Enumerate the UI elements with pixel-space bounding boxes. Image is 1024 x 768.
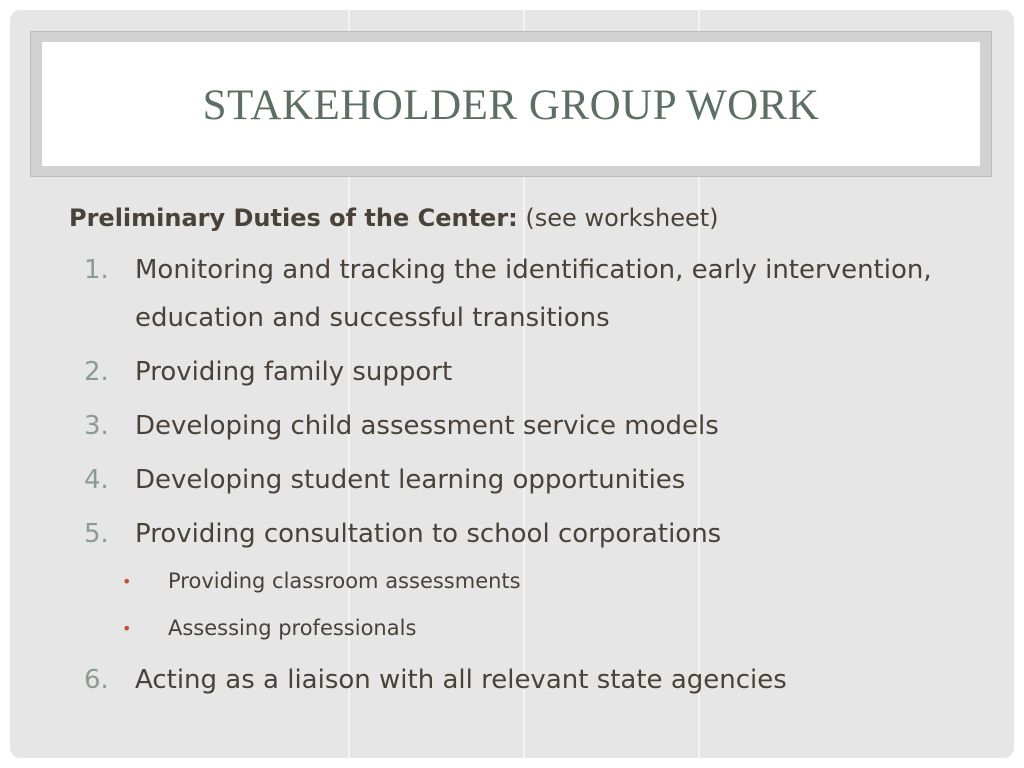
list-item	[69, 246, 969, 342]
list-item-text: Developing student learning opportunities	[135, 465, 686, 495]
title-box	[42, 42, 980, 166]
list-item	[69, 510, 969, 558]
list-item-text: Developing child assessment service models	[135, 411, 719, 441]
list-number: 3.	[84, 411, 109, 441]
slide	[10, 10, 1014, 758]
list-item-text: Monitoring and tracking the identification, early intervention, education and successful transitions	[135, 255, 932, 333]
bullet-icon: •	[122, 619, 132, 638]
list-number: 1.	[84, 255, 109, 285]
list-number: 4.	[84, 465, 109, 495]
list-item	[69, 402, 969, 450]
list-item-text: Providing family support	[135, 357, 453, 387]
slide-content	[69, 200, 969, 710]
list-number: 5.	[84, 519, 109, 549]
sub-list-item	[69, 605, 969, 652]
title-frame	[30, 31, 992, 177]
list-item	[69, 456, 969, 504]
bullet-icon: •	[122, 572, 132, 591]
intro-bold: Preliminary Duties of the Center:	[69, 204, 518, 232]
list-number: 2.	[84, 357, 109, 387]
intro-line	[69, 200, 969, 236]
list-item-text: Providing consultation to school corporations	[135, 519, 722, 549]
intro-note: (see worksheet)	[517, 204, 719, 232]
sub-list-item-text: Providing classroom assessments	[168, 569, 521, 593]
sub-list-item-text: Assessing professionals	[168, 616, 417, 640]
list-item	[69, 656, 969, 704]
slide-title: STAKEHOLDER GROUP WORK	[202, 81, 820, 129]
list-number: 6.	[84, 665, 109, 695]
sub-list-item	[69, 558, 969, 605]
list-item	[69, 348, 969, 396]
list-item-text: Acting as a liaison with all relevant state agencies	[135, 665, 787, 695]
